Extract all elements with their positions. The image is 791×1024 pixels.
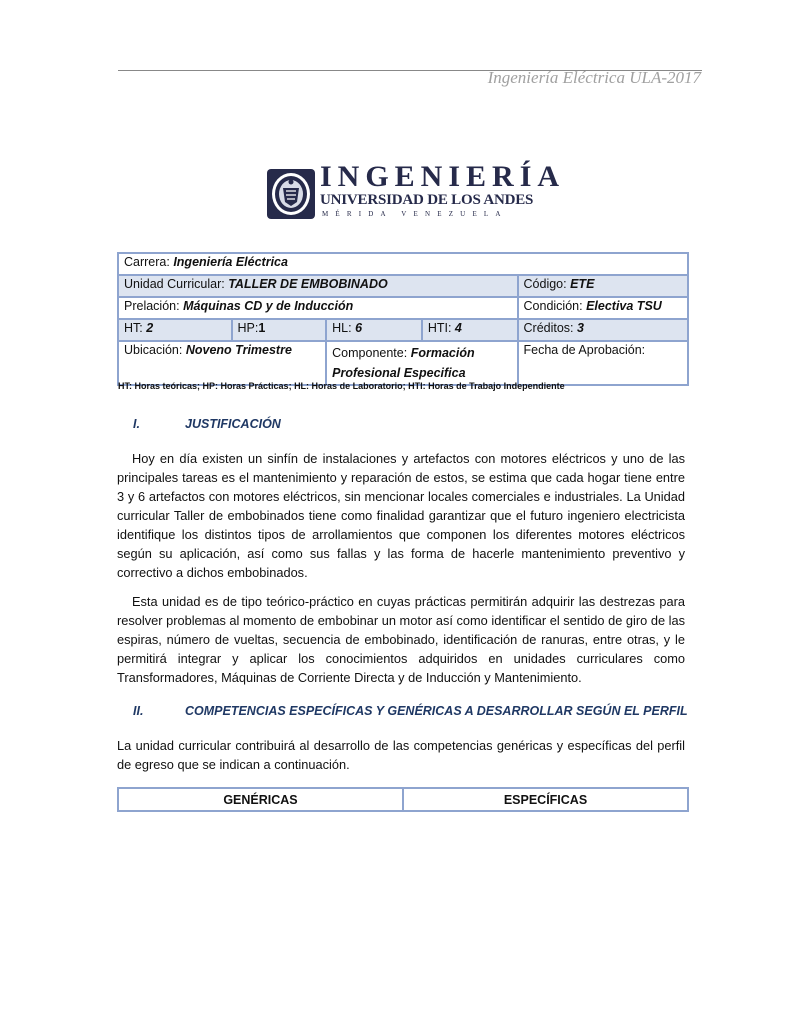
hti-label: HTI: [427, 321, 452, 335]
codigo-label: Código: [523, 277, 567, 291]
cell-hti [422, 319, 518, 341]
prelacion-label: Prelación: [124, 299, 180, 313]
section2-number: II. [133, 704, 144, 718]
cell-condicion [518, 297, 688, 319]
cell-hp [232, 319, 327, 341]
section1-title: JUSTIFICACIÓN [185, 417, 281, 431]
fecha-label: Fecha de Aprobación: [523, 343, 646, 357]
componente-label: Componente: [332, 346, 408, 360]
section1-heading [133, 417, 281, 431]
creditos-label: Créditos: [523, 321, 574, 335]
cell-hl [326, 319, 422, 341]
carrera-value: Ingeniería Eléctrica [173, 255, 288, 269]
col-especificas: ESPECÍFICAS [403, 788, 688, 811]
university-seal-icon [266, 168, 316, 220]
hl-value: 6 [355, 321, 363, 335]
col-genericas: GENÉRICAS [118, 788, 403, 811]
hti-value: 4 [454, 321, 462, 335]
row-unidad [118, 275, 688, 297]
cell-ubicacion [118, 341, 326, 385]
ht-label: HT: [124, 321, 143, 335]
carrera-label: Carrera: [124, 255, 170, 269]
competencias-header-row [118, 788, 688, 811]
logo-line-location: MÉRIDA VENEZUELA [322, 210, 508, 218]
cell-fecha [518, 341, 688, 385]
cell-ht [118, 319, 232, 341]
logo-line-ingenieria: INGENIERÍA [320, 160, 566, 193]
section2-title: COMPETENCIAS ESPECÍFICAS Y GENÉRICAS A DESARROLLAR SEGÚN EL PERFIL [185, 704, 688, 718]
university-logo [266, 160, 566, 224]
row-carrera [118, 253, 688, 275]
componente-value-2: Profesional Especifica [332, 366, 466, 380]
cell-componente [326, 341, 517, 385]
ubicacion-value: Noveno Trimestre [185, 343, 292, 357]
section1-number: I. [133, 417, 140, 431]
hours-legend: HT: Horas teóricas; HP: Horas Prácticas; HL: Horas de Laboratorio; HTI: Horas de Trabajo Independiente [118, 381, 565, 391]
hp-label: HP: [237, 321, 259, 335]
row-prelacion [118, 297, 688, 319]
condicion-label: Condición: [523, 299, 583, 313]
section1-paragraph-1: Hoy en día existen un sinfín de instalaciones y artefactos con motores eléctricos y uno de las principales tareas es el mantenimiento y reparación de estos, se estima que cada hogar tiene entre 3 y 6 artefactos con motores eléctricos, sin mencionar locales comerciales e industriales. La Unidad curricular Taller de embobinados tiene como finalidad garantizar que el futuro ingeniero electricista identifique los distintos tipos de arrollamientos que componen los diferentes motores eléctricos según su aplicación, así como sus fallas y las forma de hacerle mantenimiento preventivo y correctivo a dichos embobinados. [117, 451, 685, 580]
row-hours [118, 319, 688, 341]
componente-value-1: Formación [410, 346, 475, 360]
condicion-value: Electiva TSU [586, 299, 662, 313]
cell-carrera [118, 253, 688, 275]
section2-heading [133, 704, 688, 718]
hp-value: 1 [258, 321, 266, 335]
section1-paragraph-2: Esta unidad es de tipo teórico-práctico en cuyas prácticas permitirán adquirir las destrezas para resolver problemas al momento de embobinar un motor así como identificar el sentido de giro de las espiras, número de vueltas, secuencia de embobinado, identificación de ranuras, entre otras, y le permitirá integrar y aplicar los conocimientos adquiridos en unidades curriculares como Transformadores, Máquinas de Corriente Directa y de Inducción y Mantenimiento. [117, 594, 685, 685]
cell-prelacion [118, 297, 518, 319]
ht-value: 2 [146, 321, 154, 335]
cell-unidad [118, 275, 518, 297]
section2-paragraph: La unidad curricular contribuirá al desarrollo de las competencias genéricas y específicas del perfil de egreso que se indican a continuación. [117, 738, 685, 772]
unidad-value: TALLER DE EMBOBINADO [228, 277, 388, 291]
ubicacion-label: Ubicación: [124, 343, 183, 357]
row-ubicacion [118, 341, 688, 385]
codigo-value: ETE [570, 277, 595, 291]
logo-line-universidad: UNIVERSIDAD DE LOS ANDES [320, 192, 534, 208]
header-title: Ingeniería Eléctrica ULA-2017 [487, 68, 701, 87]
unidad-label: Unidad Curricular: [124, 277, 225, 291]
prelacion-value: Máquinas CD y de Inducción [183, 299, 354, 313]
cell-codigo [518, 275, 688, 297]
course-info-table [117, 252, 689, 386]
competencias-table [117, 787, 689, 812]
hl-label: HL: [332, 321, 352, 335]
cell-creditos [518, 319, 688, 341]
creditos-value: 3 [577, 321, 584, 335]
